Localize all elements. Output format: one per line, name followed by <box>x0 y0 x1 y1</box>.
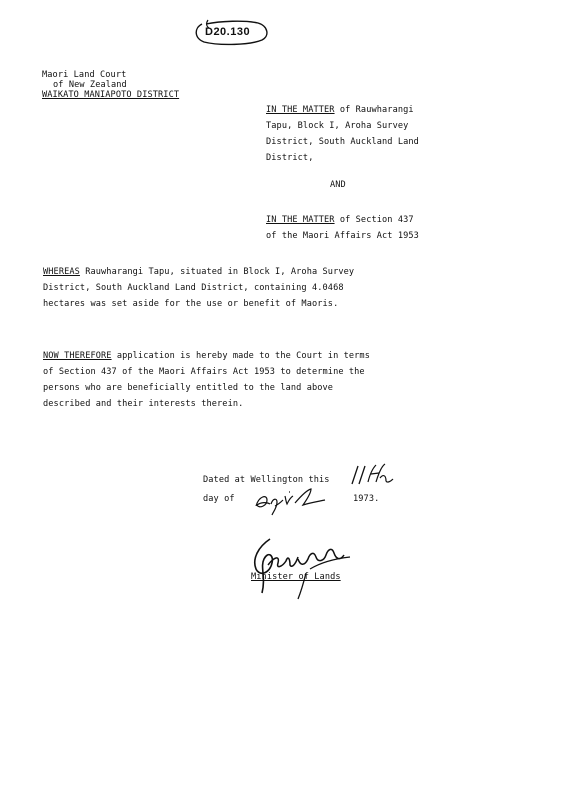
handwritten-month-icon <box>253 488 329 516</box>
court-header <box>42 70 179 100</box>
matter-heading: IN THE MATTER <box>266 105 335 115</box>
now-therefore-lead: NOW THEREFORE <box>43 351 112 361</box>
court-name: Maori Land Court <box>42 70 127 80</box>
day-of-label: day of <box>203 494 235 504</box>
whereas-line1: WHEREAS Rauwharangi Tapu, situated in Block I, Aroha Survey <box>43 267 355 277</box>
reference-number: D20.130 <box>205 26 251 38</box>
court-country: of New Zealand <box>53 80 127 90</box>
matter-one-line4: District, <box>266 153 314 163</box>
court-district: WAIKATO MANIAPOTO DISTRICT <box>42 90 180 100</box>
now-therefore-line1: NOW THEREFORE application is hereby made to the Court in terms <box>43 351 370 361</box>
signature <box>240 533 360 603</box>
matter-one-line1: IN THE MATTER of Rauwharangi <box>266 105 414 115</box>
reference-stamp <box>190 18 270 46</box>
whereas-line3: hectares was set aside for the use or benefit of Maoris. <box>43 299 339 309</box>
now-therefore-line2: of Section 437 of the Maori Affairs Act 1953 to determine the <box>43 367 365 377</box>
now-therefore-paragraph <box>43 348 370 412</box>
handwritten-month <box>253 488 329 516</box>
and-connector: AND <box>330 180 346 190</box>
whereas-lead: WHEREAS <box>43 267 80 277</box>
whereas-paragraph <box>43 264 354 312</box>
year-text: 1973. <box>353 494 380 504</box>
matter-block-section <box>266 212 419 244</box>
signature-scrawl-icon <box>240 533 360 603</box>
matter-block-land <box>266 102 419 166</box>
handwritten-day-icon <box>346 462 396 490</box>
matter-one-line3: District, South Auckland Land <box>266 137 419 147</box>
signature-role: Minister of Lands <box>251 572 341 582</box>
now-therefore-line4: described and their interests therein. <box>43 399 244 409</box>
matter-two-line1: IN THE MATTER of Section 437 <box>266 215 414 225</box>
now-therefore-line3: persons who are beneficially entitled to the land above <box>43 383 334 393</box>
matter-heading: IN THE MATTER <box>266 215 335 225</box>
whereas-line2: District, South Auckland Land District, containing 4.0468 <box>43 283 344 293</box>
matter-one-line2: Tapu, Block I, Aroha Survey <box>266 121 409 131</box>
handwritten-day <box>346 462 396 490</box>
dated-at-label: Dated at Wellington this <box>203 475 330 485</box>
matter-two-line2: of the Maori Affairs Act 1953 <box>266 231 419 241</box>
